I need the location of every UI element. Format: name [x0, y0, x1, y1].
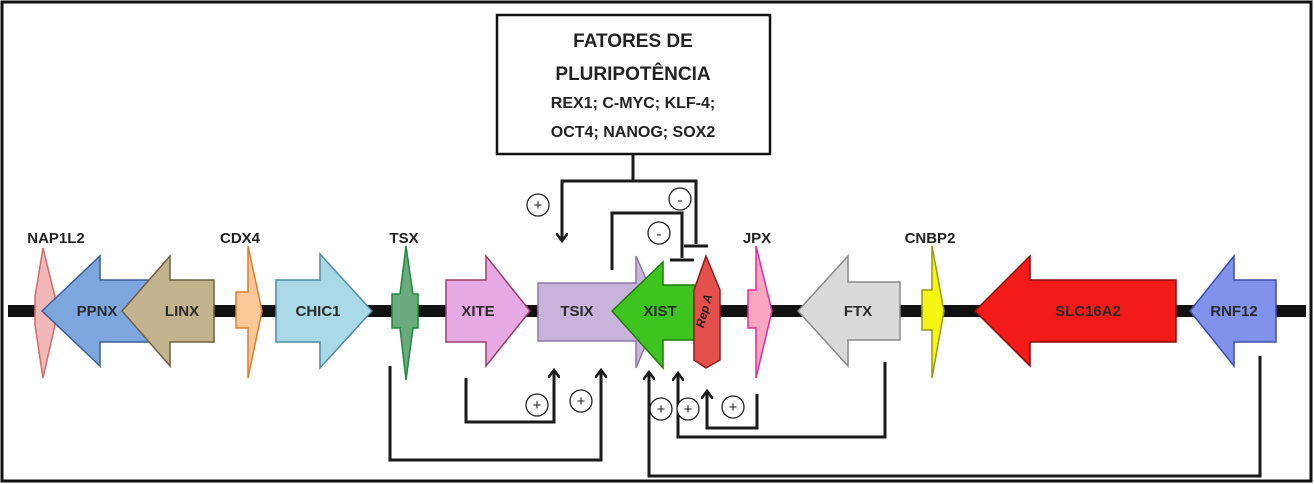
label-slc16a2: SLC16A2: [1055, 303, 1121, 320]
label-ppnx: PPNX: [76, 303, 118, 320]
gene-jpx: [748, 246, 772, 378]
label-ftx: FTX: [843, 303, 873, 320]
box-title-line2: PLURIPOTÊNCIA: [555, 64, 711, 85]
gene-cnbp2: [922, 246, 944, 378]
label-repa: Rep A: [692, 292, 716, 330]
label-rnf12: RNF12: [1210, 303, 1258, 320]
svg-text:+: +: [533, 197, 543, 214]
arrow-tsx-to-tsix: [390, 366, 601, 460]
sign-plus-factors: [527, 194, 549, 216]
svg-text:+: +: [656, 401, 666, 418]
box-title-line1: FATORES DE: [573, 31, 693, 52]
arrow-factors-to-tsix: [562, 154, 633, 241]
arrow-ftx-to-xist: [678, 362, 885, 437]
sign-plus-jpx: [722, 396, 744, 418]
svg-text:+: +: [728, 399, 738, 416]
box-factors-line2: OCT4; NANOG; SOX2: [550, 124, 716, 141]
sign-plus-xite: [526, 394, 548, 416]
sign-minus-tsix: [648, 222, 670, 244]
svg-text:-: -: [656, 226, 662, 243]
svg-text:+: +: [532, 397, 542, 414]
sign-plus-tsx: [570, 390, 592, 412]
gene-cdx4: [236, 246, 262, 378]
sign-plus-ftx: [677, 398, 699, 420]
gene-tsx: [392, 246, 418, 380]
label-jpx: JPX: [742, 230, 772, 247]
svg-text:+: +: [576, 393, 586, 410]
label-chic1: CHIC1: [295, 303, 341, 320]
label-xist: XIST: [643, 303, 677, 320]
svg-text:+: +: [683, 401, 693, 418]
label-linx: LINX: [164, 303, 200, 320]
pluripotency-factors-box: [497, 15, 770, 154]
label-nap1l2: NAP1L2: [27, 230, 85, 247]
sign-minus-factors: [669, 188, 691, 210]
label-cnbp2: CNBP2: [904, 230, 956, 247]
label-tsx: TSX: [389, 230, 419, 247]
label-xite: XITE: [461, 303, 495, 320]
label-cdx4: CDX4: [219, 230, 261, 247]
label-tsix: TSIX: [560, 303, 594, 320]
sign-plus-rnf12: [650, 398, 672, 420]
arrow-rnf12-to-xist: [649, 356, 1260, 476]
svg-text:-: -: [677, 192, 683, 209]
box-factors-line1: REX1; C-MYC; KLF-4;: [550, 95, 716, 112]
